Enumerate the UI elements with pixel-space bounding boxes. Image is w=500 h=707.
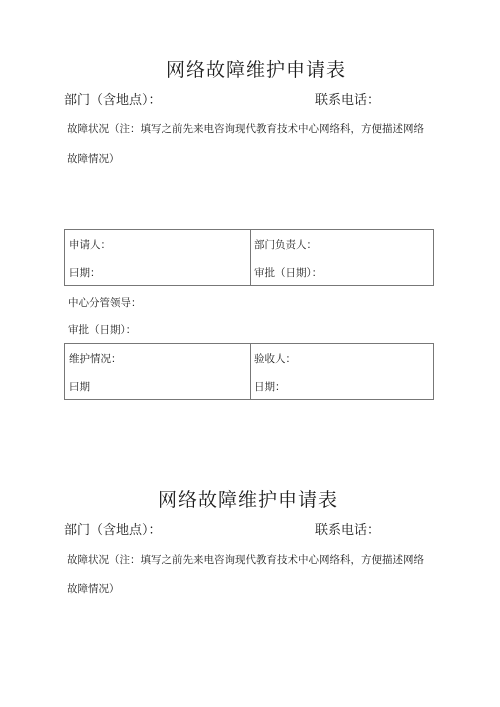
form1-status-line2: 故障情况） (67, 153, 120, 165)
form1-dept-label: 部门（含地点）： (64, 93, 162, 108)
form1-maintenance-box (64, 343, 434, 400)
form2-status-line1: 故障状况（注：填写之前先来电咨询现代教育技术中心网络科，方便描述网络 (67, 554, 424, 566)
maintenance-date-label: 曰期 (69, 381, 90, 393)
acceptance-date-label: 日期： (254, 381, 286, 393)
leader-label: 中心分管领导： (68, 297, 142, 309)
leader-approval-label: 审批（日期）： (68, 324, 137, 336)
form1-phone-label: 联系电话： (315, 93, 381, 108)
applicant-label: 申请人： (69, 239, 111, 251)
approval-date-label: 审批（日期）： (254, 267, 323, 279)
box-divider (250, 230, 251, 285)
maintenance-label: 维护情况： (69, 353, 122, 365)
form2-phone-label: 联系电话： (315, 523, 381, 538)
dept-head-label: 部门负责人： (254, 239, 317, 251)
form1-status-line1: 故障状况（注：填写之前先来电咨询现代教育技术中心网络科，方便描述网络 (67, 123, 424, 135)
date-label: 曰期： (69, 267, 101, 279)
form1-approval-box (64, 229, 434, 286)
box-divider (250, 344, 251, 399)
form2-status-line2: 故障情况） (67, 583, 120, 595)
form2-dept-label: 部门（含地点）： (64, 523, 162, 538)
form1-title: 网络故障维护申请表 (166, 59, 347, 81)
acceptor-label: 验收人： (254, 353, 296, 365)
form2-title: 网络故障维护申请表 (158, 489, 339, 511)
